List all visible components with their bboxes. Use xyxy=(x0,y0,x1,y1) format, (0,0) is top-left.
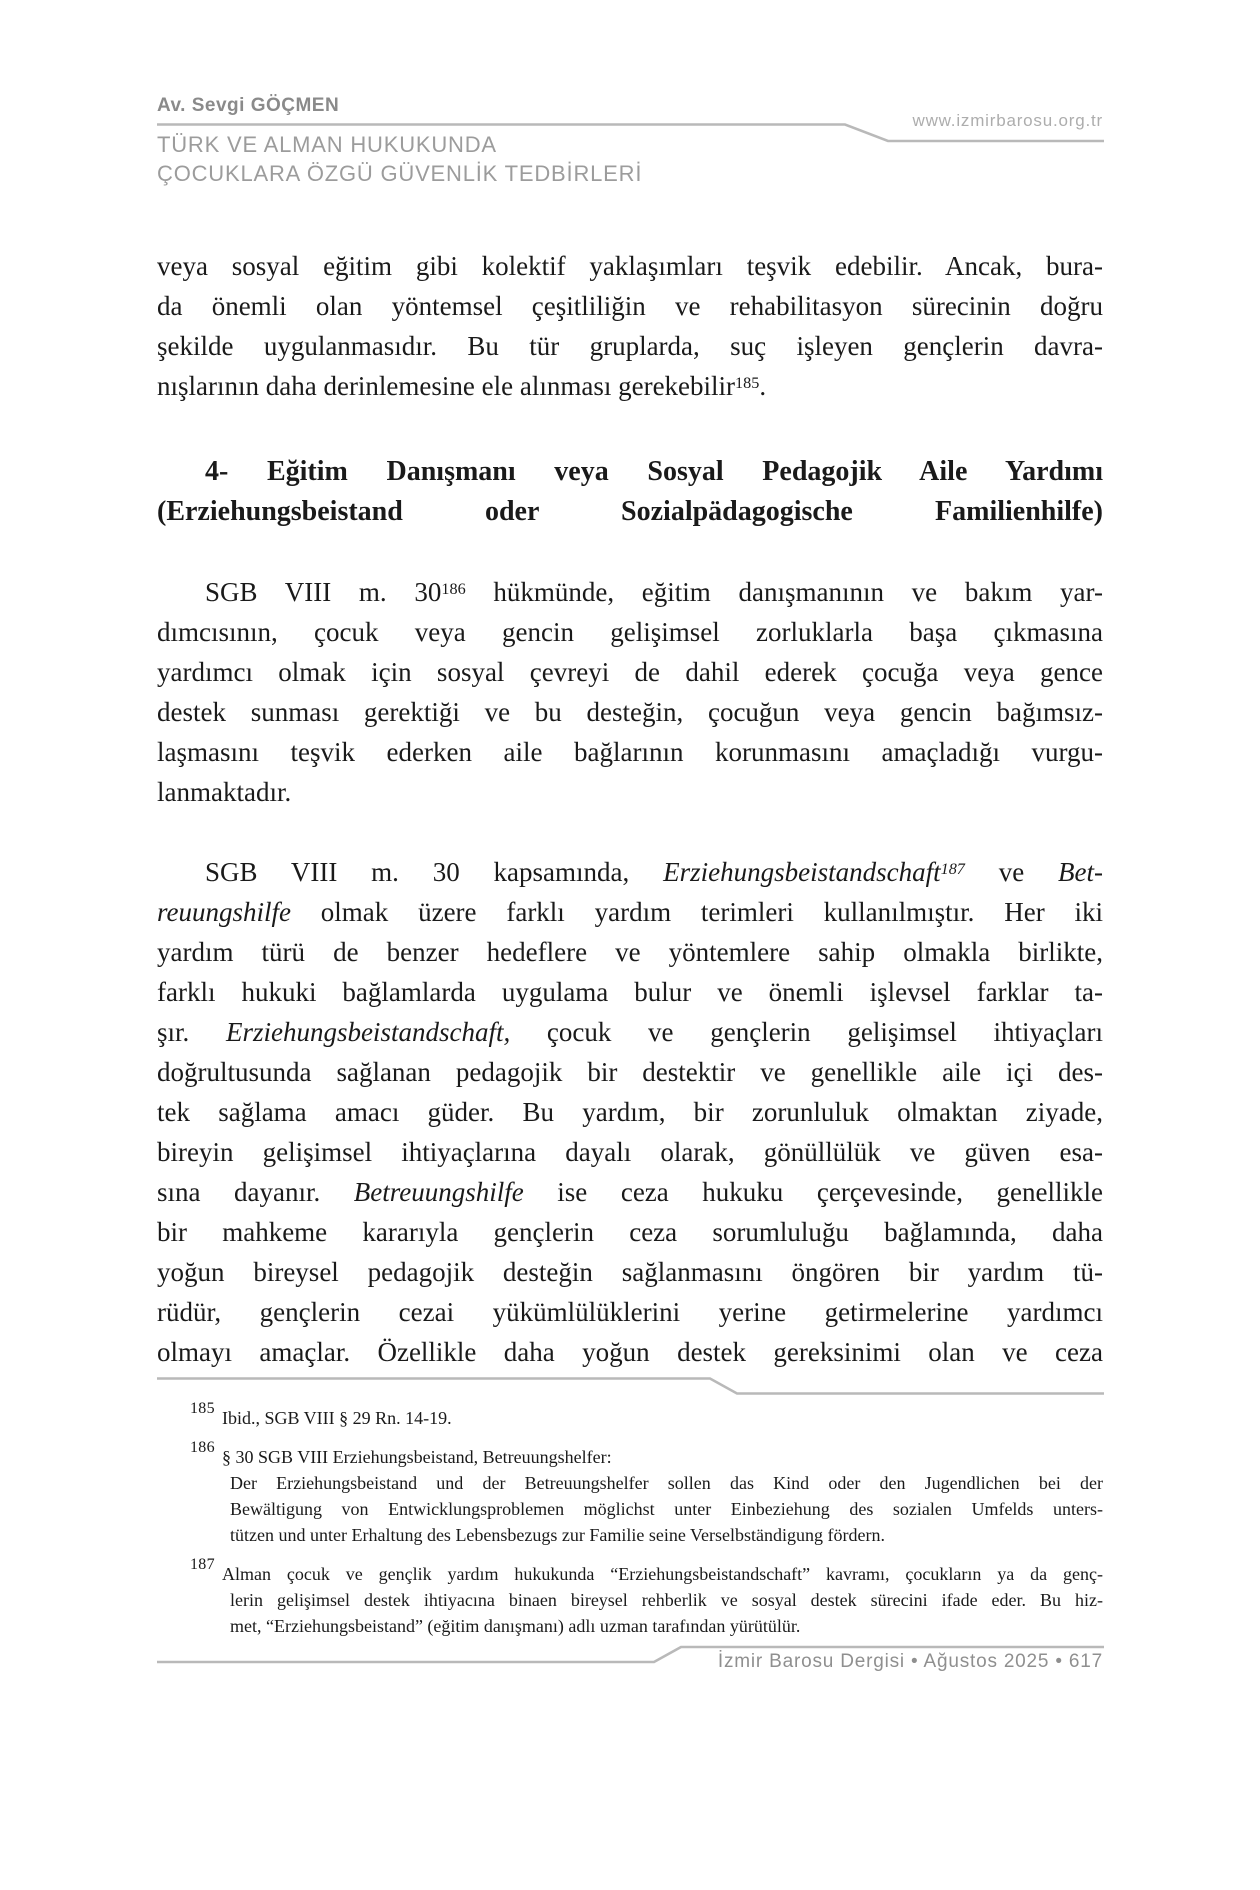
text-line: tek sağlama amacı güder. Bu yardım, bir zorunluluk olmaktan ziyade, xyxy=(157,1097,1103,1127)
text-line: yoğun bireysel pedagojik desteğin sağlanmasını öngören bir yardım tü- xyxy=(157,1257,1103,1287)
footnotes xyxy=(157,1400,1103,1639)
footnote-divider-rule xyxy=(157,1372,1104,1398)
footnote xyxy=(157,1556,1103,1639)
text-line: yardımcı olmak için sosyal çevreyi de dahil ederek çocuğa veya gence xyxy=(157,657,1103,687)
page-header-article-title xyxy=(157,130,642,188)
article-title-line2: ÇOCUKLARA ÖZGÜ GÜVENLİK TEDBİRLERİ xyxy=(157,161,643,186)
text-line: 4- Eğitim Danışmanı veya Sosyal Pedagojik Aile Yardımı xyxy=(205,456,1103,487)
text-line: doğrultusunda sağlanan pedagojik bir destektir ve genellikle aile içi des- xyxy=(157,1057,1103,1087)
text-line: bireyin gelişimsel ihtiyaçlarına dayalı olarak, gönüllülük ve güven esa- xyxy=(157,1137,1103,1167)
text-line: laşmasını teşvik ederken aile bağlarının korunmasını amaçladığı vurgu- xyxy=(157,737,1103,767)
footnote-marker: 187 xyxy=(190,1556,215,1573)
article-title-line1: TÜRK VE ALMAN HUKUKUNDA xyxy=(157,132,497,157)
footnote-line: § 30 SGB VIII Erziehungsbeistand, Betreuungshelfer: xyxy=(222,1447,612,1467)
footnote-marker: 185 xyxy=(190,1400,215,1417)
text-line: da önemli olan yöntemsel çeşitliliğin ve rehabilitasyon sürecinin doğru xyxy=(157,291,1103,321)
paragraph xyxy=(157,246,1103,406)
paragraph xyxy=(157,572,1103,812)
footnote-line: tützen und unter Erhaltung des Lebensbezugs zur Familie seine Verselbständigung fördern. xyxy=(230,1525,885,1545)
text-line: rüdür, gençlerin cezai yükümlülüklerini yerine getirmelerine yardımcı xyxy=(157,1297,1103,1327)
text-line: nışlarının daha derinlemesine ele alınması gerekebilir$^{185}$. xyxy=(157,371,767,401)
footnote-line: Der Erziehungsbeistand und der Betreuungshelfer sollen das Kind oder den Jugendlichen bei der xyxy=(230,1473,1103,1493)
footnote-text xyxy=(157,1405,1103,1431)
text-line: şekilde uygulanmasıdır. Bu tür gruplarda, suç işleyen gençlerin davra- xyxy=(157,331,1103,361)
text-line: farklı hukuki bağlamlarda uygulama bulur ve önemli işlevsel farklar ta- xyxy=(157,977,1103,1007)
page-footer-journal-info: İzmir Barosu Dergisi • Ağustos 2025 • 617 xyxy=(717,1651,1103,1672)
text-line: şır. Erziehungsbeistandschaft, çocuk ve gençlerin gelişimsel ihtiyaçları xyxy=(157,1017,1103,1047)
footnote-reference: 187 xyxy=(940,859,965,878)
text-line: SGB VIII m. $30^{186}$ hükmünde, eğitim danışmanının ve bakım yar- xyxy=(205,577,1103,607)
text-line: reuungshilfe olmak üzere farklı yardım terimleri kullanılmıştır. Her iki xyxy=(157,897,1103,927)
footnote-text xyxy=(157,1561,1103,1639)
footnote-text xyxy=(157,1444,1103,1548)
footnote-marker: 186 xyxy=(190,1439,215,1456)
footnote-reference: 186 xyxy=(441,579,466,598)
text-line: lanmaktadır. xyxy=(157,777,292,807)
footnote-line: Ibid., SGB VIII § 29 Rn. 14-19. xyxy=(222,1408,452,1428)
footnote-line: lerin gelişimsel destek ihtiyacına binaen bireysel rehberlik ve sosyal destek sürecini ifade eder. Bu hiz- xyxy=(230,1590,1103,1610)
footnote-reference: 185 xyxy=(735,373,760,392)
paragraph xyxy=(157,852,1103,1372)
text-line: destek sunması gerektiği ve bu desteğin, çocuğun veya gencin bağımsız- xyxy=(157,697,1103,727)
text-line: olmayı amaçlar. Özellikle daha yoğun destek gereksinimi olan ve ceza xyxy=(157,1337,1103,1367)
text-line: SGB VIII m. 30 kapsamında, Erziehungsbeistandschaft$^{187}$ ve Bet- xyxy=(205,857,1103,887)
page-header-author: Av. Sevgi GÖÇMEN xyxy=(157,95,340,116)
text-line: dımcısının, çocuk veya gencin gelişimsel zorluklarla başa çıkmasına xyxy=(157,617,1103,647)
text-line: bir mahkeme kararıyla gençlerin ceza sorumluluğu bağlamında, daha xyxy=(157,1217,1103,1247)
footnote-line: Bewältigung von Entwicklungsproblemen möglichst unter Einbeziehung des sozialen Umfelds unters- xyxy=(230,1499,1103,1519)
text-line: veya sosyal eğitim gibi kolektif yaklaşımları teşvik edebilir. Ancak, bura- xyxy=(157,251,1103,281)
footnote-line: Alman çocuk ve gençlik yardım hukukunda “Erziehungsbeistandschaft” kavramı, çocukların ya da genç- xyxy=(222,1564,1103,1584)
page-header-website: www.izmirbarosu.org.tr xyxy=(912,111,1103,130)
section-heading xyxy=(157,452,1103,532)
text-line: yardım türü de benzer hedeflere ve yöntemlere sahip olmakla birlikte, xyxy=(157,937,1103,967)
text-line: sına dayanır. Betreuungshilfe ise ceza hukuku çerçevesinde, genellikle xyxy=(157,1177,1103,1207)
text-line: (Erziehungsbeistand oder Sozialpädagogische Familienhilfe) xyxy=(157,496,1103,527)
footnote xyxy=(157,1400,1103,1431)
footnote xyxy=(157,1439,1103,1548)
body-text-column xyxy=(157,246,1103,1372)
footnote-line: met, “Erziehungsbeistand” (eğitim danışmanı) adlı uzman tarafından yürütülür. xyxy=(230,1616,801,1636)
